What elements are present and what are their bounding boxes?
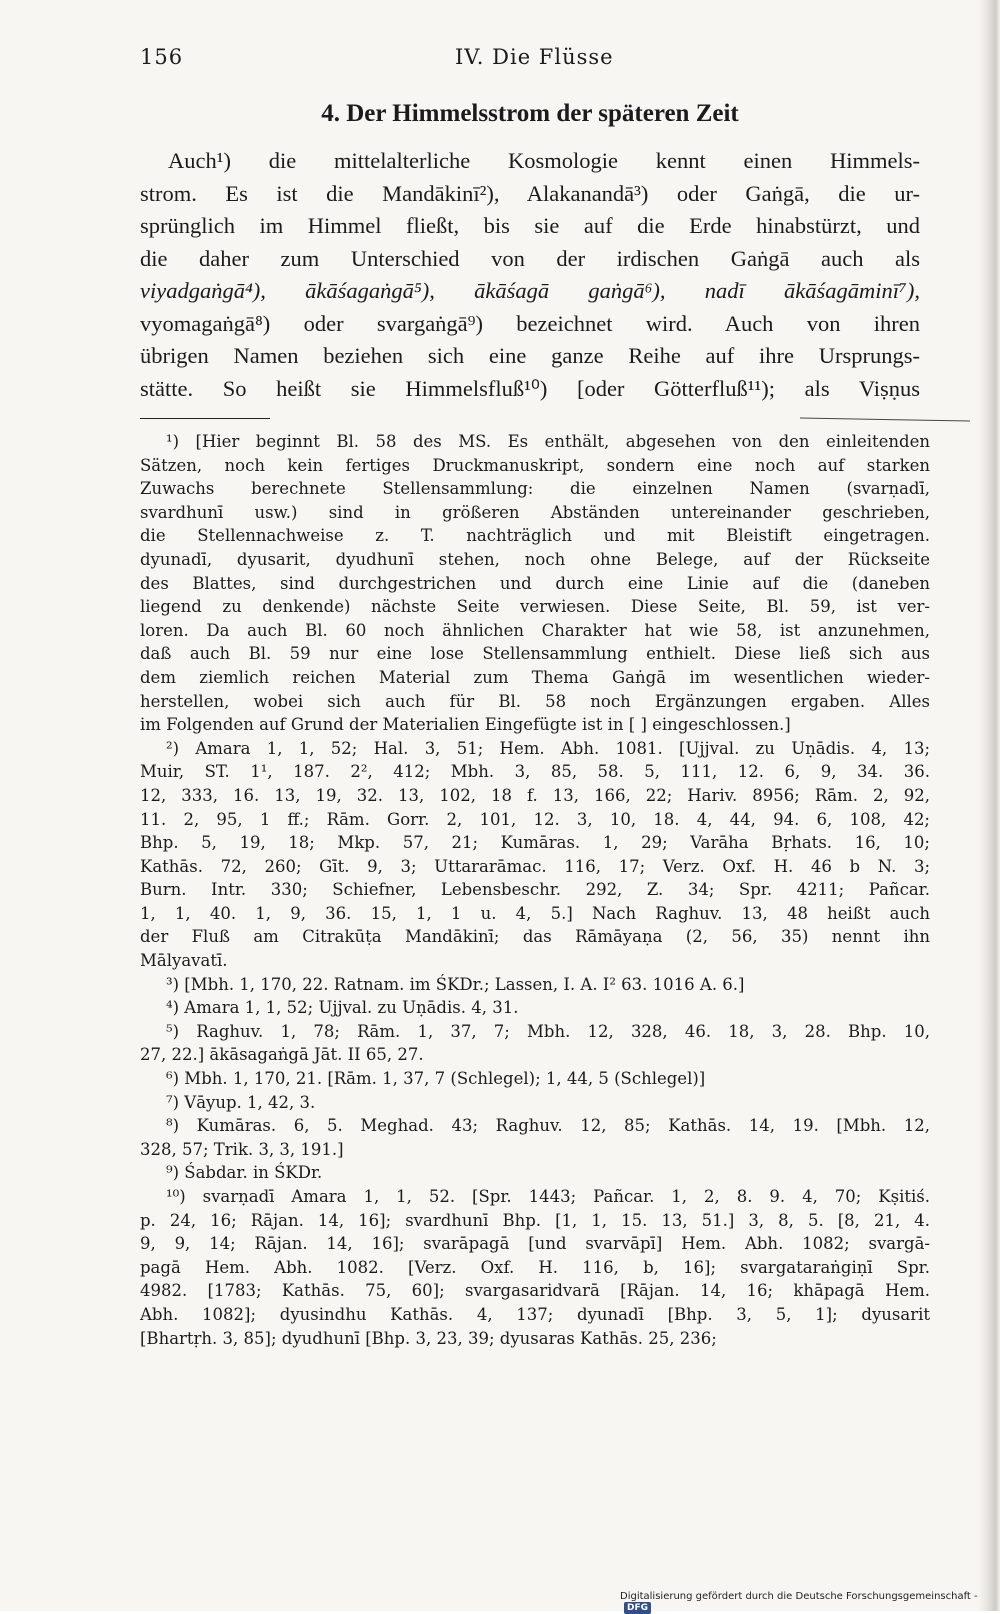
- footnote-line: Kathās. 72, 260; Gīt. 9, 3; Uttararāmac. 116, 17; Verz. Oxf. H. 46 b N. 3;: [140, 856, 930, 876]
- footnote: [140, 973, 930, 997]
- body-text: [140, 145, 920, 405]
- footnote-line: 9, 9, 14; Rājan. 14, 16]; svarāpagā [und svarvāpī] Hem. Abh. 1082; svargā-: [140, 1234, 930, 1254]
- footer-text: Digitalisierung gefördert durch die Deutsche Forschungsgemeinschaft -: [620, 1591, 978, 1602]
- footnote-line: ⁵) Raghuv. 1, 78; Rām. 1, 37, 7; Mbh. 12, 328, 46. 18, 3, 28. Bhp. 10,: [166, 1021, 930, 1041]
- body-line: strom. Es ist die Mandākinī²), Alakanandā³) oder Gaṅgā, die ur-: [140, 180, 920, 206]
- footnote-line: ⁶) Mbh. 1, 170, 21. [Rām. 1, 37, 7 (Schlegel); 1, 44, 5 (Schlegel)]: [166, 1069, 706, 1089]
- footnote-line: ⁷) Vāyup. 1, 42, 3.: [166, 1092, 316, 1112]
- body-line: die daher zum Unterschied von der irdischen Gaṅgā auch als: [140, 245, 920, 271]
- footnote-rule: [140, 418, 270, 419]
- dfg-logo: DFG: [624, 1602, 651, 1614]
- footnote: [140, 737, 930, 973]
- footnote-line: Abh. 1082]; dyusindhu Kathās. 4, 137; dyunadī [Bhp. 3, 5, 1]; dyusarit: [140, 1304, 930, 1324]
- footnote-line: liegend zu denkende) nächste Seite verwiesen. Diese Seite, Bl. 59, ist ver-: [140, 597, 930, 617]
- footnote-line: ³) [Mbh. 1, 170, 22. Ratnam. im ŚKDr.; Lassen, I. A. I² 63. 1016 A. 6.]: [166, 974, 745, 994]
- footnote-line: ¹) [Hier beginnt Bl. 58 des MS. Es enthält, abgesehen von den einleitenden: [166, 432, 930, 451]
- footnote: [140, 1091, 930, 1115]
- footnote-line: des Blattes, sind durchgestrichen und durch eine Linie auf die (daneben: [140, 573, 930, 593]
- footnote-line: dyunadī, dyusarit, dyudhunī stehen, noch ohne Belege, auf der Rückseite: [140, 549, 930, 569]
- footnotes: [140, 430, 930, 1350]
- footnote-line: herstellen, wobei sich auch für Bl. 58 noch Ergänzungen ergaben. Alles: [140, 691, 930, 711]
- footnote-line: dem ziemlich reichen Material zum Thema Gaṅgā im wesentlichen wieder-: [140, 667, 930, 687]
- footnote: [140, 996, 930, 1020]
- footnote-line: der Fluß am Citrakūṭa Mandākinī; das Rāmāyaṇa (2, 56, 35) nennt ihn: [140, 927, 930, 947]
- page-edge-shadow: [978, 0, 1000, 1611]
- footnote-line: [Bhartṛh. 3, 85]; dyudhunī [Bhp. 3, 23, 39; dyusaras Kathās. 25, 236;: [140, 1328, 717, 1348]
- footnote-line: ⁹) Śabdar. in ŚKDr.: [166, 1163, 323, 1183]
- footnote-line: 27, 22.] ākāsagaṅgā Jāt. II 65, 27.: [140, 1045, 424, 1065]
- footnote-line: daß auch Bl. 59 nur eine lose Stellensammlung enthielt. Diese ließ sich aus: [140, 644, 930, 664]
- footnote-line: ⁴) Amara 1, 1, 52; Ujjval. zu Uṇādis. 4, 31.: [166, 998, 519, 1018]
- footnote-line: 328, 57; Trik. 3, 3, 191.]: [140, 1139, 344, 1159]
- footnote-line: 1, 1, 40. 1, 9, 36. 15, 1, 1 u. 4, 5.] Nach Raghuv. 13, 48 heißt auch: [140, 903, 930, 923]
- footnote-line: p. 24, 16; Rājan. 14, 16]; svardhunī Bhp. [1, 1, 15. 13, 51.] 3, 8, 5. [8, 21, 4.: [140, 1210, 930, 1230]
- body-line: übrigen Namen beziehen sich eine ganze Reihe auf ihre Ursprungs-: [140, 343, 920, 368]
- footnote: [140, 1067, 930, 1091]
- footnote-line: svardhunī usw.) sind in größeren Abständen untereinander geschrieben,: [140, 502, 930, 522]
- footnote-line: 4982. [1783; Kathās. 75, 60]; svargasaridvarā [Rājan. 14, 16; khāpagā Hem.: [140, 1281, 930, 1301]
- footnote-line: 11. 2, 95, 1 ff.; Rām. Gorr. 2, 101, 12. 3, 10, 18. 4, 44, 94. 6, 108, 42;: [140, 809, 930, 829]
- footnote-line: Bhp. 5, 19, 18; Mkp. 57, 21; Kumāras. 1, 29; Varāha Bṛhats. 16, 10;: [140, 833, 930, 853]
- binding-mark: [800, 418, 970, 422]
- footnote: [140, 1161, 930, 1185]
- footnote-line: Sätzen, noch kein fertiges Druckmanuskript, sondern eine noch auf starken: [140, 455, 930, 475]
- body-line: stätte. So heißt sie Himmelsfluß¹⁰) [oder Götterfluß¹¹); als Viṣṇus: [140, 375, 920, 401]
- footnote-line: Mālyavatī.: [140, 951, 228, 971]
- footnote: [140, 1114, 930, 1161]
- body-line: vyomagaṅgā⁸) oder svargaṅgā⁹) bezeichnet wird. Auch von ihren: [140, 310, 920, 336]
- footnote-line: pagā Hem. Abh. 1082. [Verz. Oxf. H. 116, b, 16]; svargataraṅgiṇī Spr.: [140, 1257, 930, 1277]
- footnote-line: 12, 333, 16. 13, 19, 32. 13, 102, 18 f. 13, 166, 22; Hariv. 8956; Rām. 2, 92,: [140, 785, 930, 805]
- running-head: IV. Die Flüsse: [455, 45, 614, 69]
- footnote-line: ¹⁰) svarṇadī Amara 1, 1, 52. [Spr. 1443; Pañcar. 1, 2, 8. 9. 4, 70; Kṣitiś.: [166, 1187, 930, 1206]
- footnote: [140, 1185, 930, 1350]
- footnote-line: loren. Da auch Bl. 60 noch ähnlichen Charakter hat wie 58, ist anzunehmen,: [140, 620, 930, 640]
- body-line: sprünglich im Himmel fließt, bis sie auf die Erde hinabstürzt, und: [140, 213, 920, 238]
- footnote-line: Muir, ST. 1¹, 187. 2², 412; Mbh. 3, 85, 58. 5, 111, 12. 6, 9, 34. 36.: [140, 762, 930, 782]
- section-title: 4. Der Himmelsstrom der späteren Zeit: [321, 100, 739, 127]
- footnote: [140, 1020, 930, 1067]
- footnote-line: Zuwachs berechnete Stellensammlung: die einzelnen Namen (svarṇadī,: [140, 479, 930, 499]
- footnote-line: die Stellennachweise z. T. nachträglich und mit Bleistift eingetragen.: [140, 526, 930, 546]
- running-header: [140, 45, 920, 77]
- footnote: [140, 430, 930, 737]
- footnote-line: im Folgenden auf Grund der Materialien Eingefügte ist in [ ] eingeschlossen.]: [140, 715, 791, 735]
- body-line: Auch¹) die mittelalterliche Kosmologie kennt einen Himmels-: [168, 148, 920, 173]
- footnote-line: ⁸) Kumāras. 6, 5. Meghad. 43; Raghuv. 12, 85; Kathās. 14, 19. [Mbh. 12,: [166, 1116, 930, 1136]
- body-line: viyadgaṅgā⁴), ākāśagaṅgā⁵), ākāśagā gaṅgā⁶), nadī ākāśagāminī⁷),: [140, 278, 920, 303]
- page-number: 156: [140, 45, 184, 69]
- footnote-line: ²) Amara 1, 1, 52; Hal. 3, 51; Hem. Abh. 1081. [Ujjval. zu Uṇādis. 4, 13;: [166, 738, 930, 758]
- footnote-line: Burn. Intr. 330; Schiefner, Lebensbeschr. 292, Z. 34; Spr. 4211; Pañcar.: [140, 880, 930, 900]
